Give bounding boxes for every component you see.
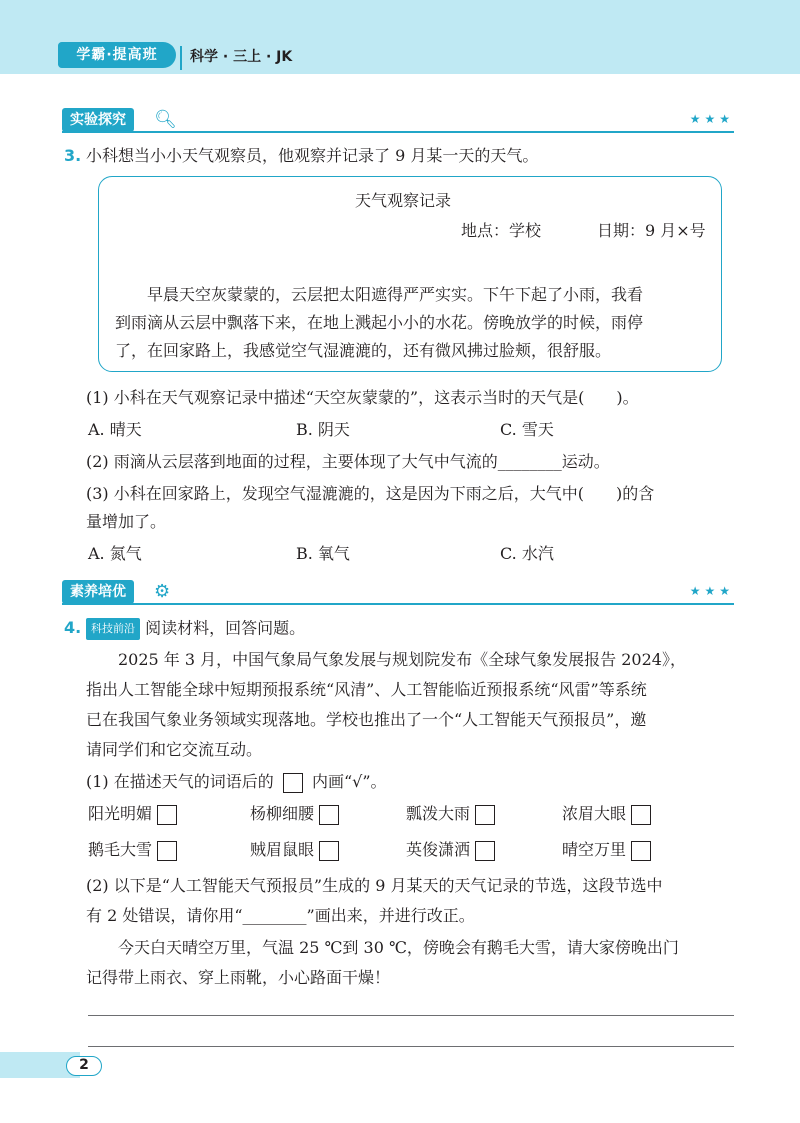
difficulty-stars: ★★★: [689, 112, 734, 126]
answer-line[interactable]: [88, 1046, 734, 1047]
answer-checkbox[interactable]: [475, 841, 495, 861]
passage-line: 已在我国气象业务领域实现落地。学校也推出了一个“人工智能天气预报员”，邀: [86, 710, 647, 729]
section-title: 素养培优: [62, 580, 134, 604]
sub-question-1: (1) 小科在天气观察记录中描述“天空灰蒙蒙的”，这表示当时的天气是( )。: [86, 388, 639, 407]
forecast-line: 记得带上雨衣、穿上雨靴，小心路面干燥！: [86, 968, 391, 987]
question-stem-row: [86, 618, 305, 640]
answer-checkbox[interactable]: [319, 805, 339, 825]
question-stem: 阅读材料，回答问题。: [145, 618, 306, 638]
record-place: 地点：学校: [461, 221, 542, 240]
subject-label: 科学 · 三上 · JK: [190, 49, 293, 65]
sub-question-3: (3) 小科在回家路上，发现空气湿漉漉的，这是因为下雨之后，大气中( )的含: [86, 484, 655, 503]
option-a: A. 晴天: [88, 420, 142, 439]
section-experiment: [62, 108, 734, 132]
sub-question-2: (2) 雨滴从云层落到地面的过程，主要体现了大气中气流的________运动。: [86, 452, 610, 471]
instruction-text: 内画“√”。: [311, 772, 387, 791]
magnifier-icon: 🔍︎: [154, 109, 177, 130]
page-number: 2: [66, 1056, 102, 1076]
forecast-line: 今天白天晴空万里，气温 25 ℃到 30 ℃，傍晚会有鹅毛大雪，请大家傍晚出门: [118, 938, 679, 957]
word-item: 瓢泼大雨: [406, 804, 495, 825]
difficulty-stars: ★★★: [689, 584, 734, 598]
record-title: 天气观察记录: [355, 191, 452, 210]
option-c: C. 雪天: [500, 420, 554, 439]
question-number: 3.: [64, 146, 82, 165]
passage-line: 请同学们和它交流互动。: [86, 740, 263, 759]
passage-line: 2025 年 3 月，中国气象局气象发展与规划院发布《全球气象发展报告 2024》，: [118, 650, 686, 669]
section-title: 实验探究: [62, 108, 134, 132]
question-stem: 小科想当小小天气观察员，他观察并记录了 9 月某一天的天气。: [86, 146, 539, 165]
frontier-badge: 科技前沿: [86, 618, 140, 640]
sub-question-1: [86, 772, 387, 793]
sample-checkbox: [283, 773, 303, 793]
word-item: 杨柳细腰: [250, 804, 339, 825]
section-rule: [62, 603, 734, 605]
option-b: B. 阴天: [296, 420, 350, 439]
word-item: 贼眉鼠眼: [250, 840, 339, 861]
word-item: 晴空万里: [562, 840, 651, 861]
record-line: 早晨天空灰蒙蒙的，云层把太阳遮得严严实实。下午下起了小雨，我看: [147, 285, 644, 304]
word-item: 阳光明媚: [88, 804, 177, 825]
sub-question-2: (2) 以下是“人工智能天气预报员”生成的 9 月某天的天气记录的节选，这段节选中: [86, 876, 663, 895]
answer-checkbox[interactable]: [631, 805, 651, 825]
answer-line[interactable]: [88, 1015, 734, 1016]
passage-line: 指出人工智能全球中短期预报系统“风清”、人工智能临近预报系统“风雷”等系统: [86, 680, 647, 699]
section-enrichment: [62, 580, 734, 604]
series-logo: 学霸·提高班: [58, 42, 176, 68]
section-rule: [62, 131, 734, 133]
option-b: B. 氧气: [296, 544, 350, 563]
header-divider: [180, 46, 182, 70]
record-line: 到雨滴从云层中飘落下来，在地上溅起小小的水花。傍晚放学的时候，雨停: [115, 313, 644, 332]
sub-question-2-cont: 有 2 处错误，请你用“________”画出来，并进行改正。: [86, 906, 475, 925]
word-item: 浓眉大眼: [562, 804, 651, 825]
word-item: 鹅毛大雪: [88, 840, 177, 861]
question-number: 4.: [64, 618, 82, 637]
word-item: 英俊潇洒: [406, 840, 495, 861]
gear-icon: ⚙: [154, 581, 171, 602]
instruction-text: (1) 在描述天气的词语后的: [86, 772, 274, 791]
answer-checkbox[interactable]: [157, 805, 177, 825]
weather-record-box: [98, 176, 722, 372]
answer-checkbox[interactable]: [157, 841, 177, 861]
sub-question-3-cont: 量增加了。: [86, 512, 167, 531]
record-date: 日期：9 月×号: [597, 221, 706, 240]
option-a: A. 氮气: [88, 544, 142, 563]
answer-checkbox[interactable]: [475, 805, 495, 825]
answer-checkbox[interactable]: [631, 841, 651, 861]
answer-checkbox[interactable]: [319, 841, 339, 861]
record-line: 了，在回家路上，我感觉空气湿漉漉的，还有微风拂过脸颊，很舒服。: [115, 341, 612, 360]
option-c: C. 水汽: [500, 544, 554, 563]
